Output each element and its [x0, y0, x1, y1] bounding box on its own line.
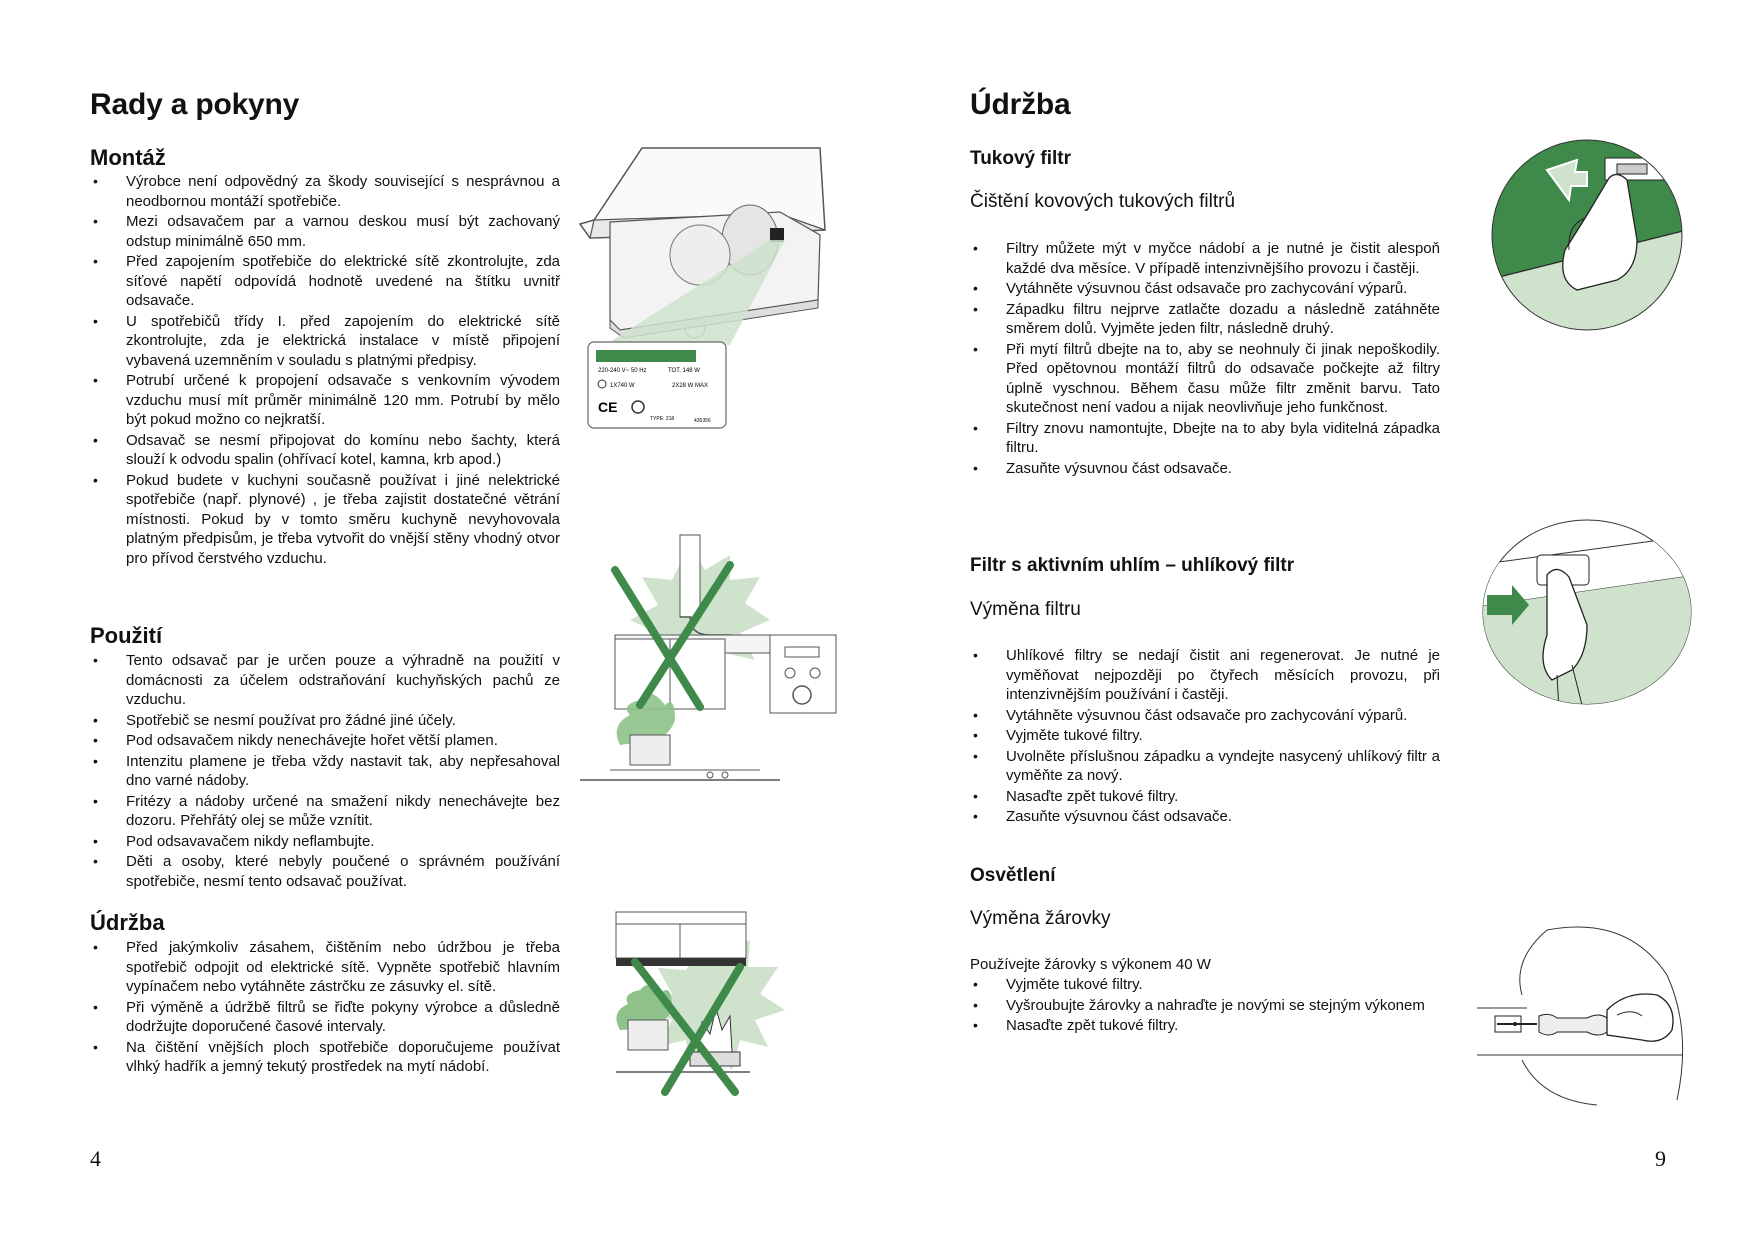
uhlik-list — [970, 646, 1440, 828]
label-line2: TOT. 148 W — [668, 368, 700, 374]
section-title-pouziti: Použití — [90, 623, 163, 648]
list-item: • Západku filtru nejprve zatlačte dozadu a následně zatáhněte směrem dolů. Vyjměte jeden filtr, následně druhý. — [970, 300, 1440, 339]
osvetleni-intro: Používejte žárovky s výkonem 40 W — [970, 956, 1211, 973]
list-item: • Vyjměte tukové filtry. — [970, 975, 1440, 995]
osvetleni-list — [970, 975, 1440, 1037]
tukovy-list — [970, 239, 1440, 479]
list-item: • Zasuňte výsuvnou část odsavače. — [970, 807, 1440, 827]
list-item: • Pod odsavavačem nikdy neflambujte. — [90, 832, 560, 852]
list-item: • U spotřebičů třídy I. před zapojením do elektrické sítě zkontrolujte, zda je elektrická instalace v místě připojení vybavená uzemněním v souladu s platnými předpisy. — [90, 312, 560, 371]
bulb-replacement-illustration — [1457, 920, 1697, 1110]
montaz-list — [90, 172, 560, 569]
section-title-montaz: Montáž — [90, 145, 166, 170]
section-title-udrzba: Údržba — [90, 910, 165, 935]
list-item: • Před zapojením spotřebiče do elektrické sítě zkontrolujte, zda síťové napětí odpovídá hodnotě uvedené na štítku uvnitř odsavače. — [90, 252, 560, 311]
list-item: • Mezi odsavačem par a varnou deskou musí být zachovaný odstup minimálně 650 mm. — [90, 212, 560, 251]
list-item: • Vytáhněte výsuvnou část odsavače pro zachycování výparů. — [970, 279, 1440, 299]
section-title-osvetleni: Osvětlení — [970, 865, 1056, 886]
list-item: • Vytáhněte výsuvnou část odsavače pro zachycování výparů. — [970, 706, 1440, 726]
grease-filter-removal-illustration — [1487, 130, 1687, 340]
list-item: • Potrubí určené k propojení odsavače s venkovním vývodem vzduchu musí mít průměr minimálně 120 mm. Potrubí by mělo být pokud možno co nejkratší. — [90, 371, 560, 430]
no-fryer-unattended-illustration — [580, 912, 840, 1102]
list-item: • Odsavač se nesmí připojovat do komínu nebo šachty, která slouží k odvodu spalin (ohřívací kotel, kamna, krb apod.) — [90, 431, 560, 470]
page-number-right: 9 — [1655, 1146, 1666, 1171]
list-item: • Intenzitu plamene je třeba vždy nastavit tak, aby nepřesahoval dno varné nádoby. — [90, 752, 560, 791]
list-item: • Při výměně a údržbě filtrů se řiďte pokyny výrobce a důsledně dodržujte doporučené časové intervaly. — [90, 998, 560, 1037]
list-item: • Pokud budete v kuchyni současně používat i jiné nelektrické spotřebiče (např. plynové) , je třeba zajistit dostatečné větrání místnosti. Pokud by v tomto směru kuchyně nevyhovovala platným předpisům, je třeba vytvořit do vnější stěny vhodný otvor pro přívod čerstvého vzduchu. — [90, 471, 560, 569]
right-page — [877, 0, 1754, 1240]
page-title-rady: Rady a pokyny — [90, 88, 300, 121]
pouziti-list — [90, 651, 560, 892]
label-line1: 220-240 V~ 50 Hz — [598, 368, 647, 374]
section-title-uhlik: Filtr s aktivním uhlím – uhlíkový filtr — [970, 555, 1295, 576]
carbon-filter-replacement-illustration — [1477, 515, 1697, 710]
list-item: • Výrobce není odpovědný za škody související s nesprávnou a neodbornou montáží spotřebiče. — [90, 172, 560, 211]
list-item: • Před jakýmkoliv zásahem, čištěním nebo údržbou je třeba spotřebič odpojit od elektrické sítě. Vypněte spotřebič hlavním vypínačem nebo vytáhněte zástrčku ze zásuvky el. sítě. — [90, 938, 560, 997]
subtitle-uhlik: Výměna filtru — [970, 599, 1081, 620]
list-item: • Vyjměte tukové filtry. — [970, 726, 1440, 746]
udrzba-list — [90, 938, 560, 1078]
list-item: • Vyšroubujte žárovky a nahraďte je novými se stejným výkonem — [970, 996, 1440, 1016]
list-item: • Nasaďte zpět tukové filtry. — [970, 1016, 1440, 1036]
hood-label-illustration — [580, 140, 840, 440]
list-item: • Fritézy a nádoby určené na smažení nikdy nenechávejte bez dozoru. Přehřátý olej se může vznítit. — [90, 792, 560, 831]
label-type: TYPE: 218 — [650, 416, 675, 422]
ce-mark: CE — [598, 399, 618, 415]
list-item: • Uvolněte příslušnou západku a vyndejte nasycený uhlíkový filtr a vyměňte za nový. — [970, 747, 1440, 786]
no-open-flame-illustration — [580, 535, 840, 793]
list-item: • Tento odsavač par je určen pouze a výhradně na použití v domácnosti za účelem odstraňování kuchyňských pachů ze vzduchu. — [90, 651, 560, 710]
page-number-left: 4 — [90, 1146, 101, 1171]
list-item: • Děti a osoby, které nebyly poučené o správném používání spotřebiče, nesmí tento odsavač používat. — [90, 852, 560, 891]
list-item: • Filtry můžete mýt v myčce nádobí a je nutné je čistit alespoň každé dva měsíce. V případě intenzivnějšího provozu i častěji. — [970, 239, 1440, 278]
list-item: • Spotřebič se nesmí používat pro žádné jiné účely. — [90, 711, 560, 731]
list-item: • Na čištění vnějších ploch spotřebiče doporučujeme používat vlhký hadřík a jemný tekutý prostředek na mytí nádobí. — [90, 1038, 560, 1077]
list-item: • Filtry znovu namontujte, Dbejte na to aby byla viditelná západka filtru. — [970, 419, 1440, 458]
list-item: • Při mytí filtrů dbejte na to, aby se neohnuly či jinak nepoškodily. Před opětovnou montáží filtrů do odsavače počkejte až filtry úplně vyschnou. Během času může filtr změnit barvu. Tato skutečnost není vadou a nijak neovlivňuje jeho funkčnost. — [970, 340, 1440, 418]
list-item: • Nasaďte zpět tukové filtry. — [970, 787, 1440, 807]
label-line4: 2X28 W MAX — [672, 383, 709, 389]
subtitle-osvetleni: Výměna žárovky — [970, 908, 1111, 929]
list-item: • Uhlíkové filtry se nedají čistit ani regenerovat. Je nutné je vyměňovat nejpozději po čtyřech měsících provozu, při intenzivnějším používání i častěji. — [970, 646, 1440, 705]
label-code: 435356 — [694, 418, 711, 424]
label-line3: 1X740 W — [610, 383, 635, 389]
section-title-tukovy: Tukový filtr — [970, 148, 1071, 169]
page-title-udrzba: Údržba — [970, 88, 1071, 121]
list-item: • Zasuňte výsuvnou část odsavače. — [970, 459, 1440, 479]
list-item: • Pod odsavačem nikdy nenechávejte hořet větší plamen. — [90, 731, 560, 751]
subtitle-tukovy: Čištění kovových tukových filtrů — [970, 191, 1236, 212]
